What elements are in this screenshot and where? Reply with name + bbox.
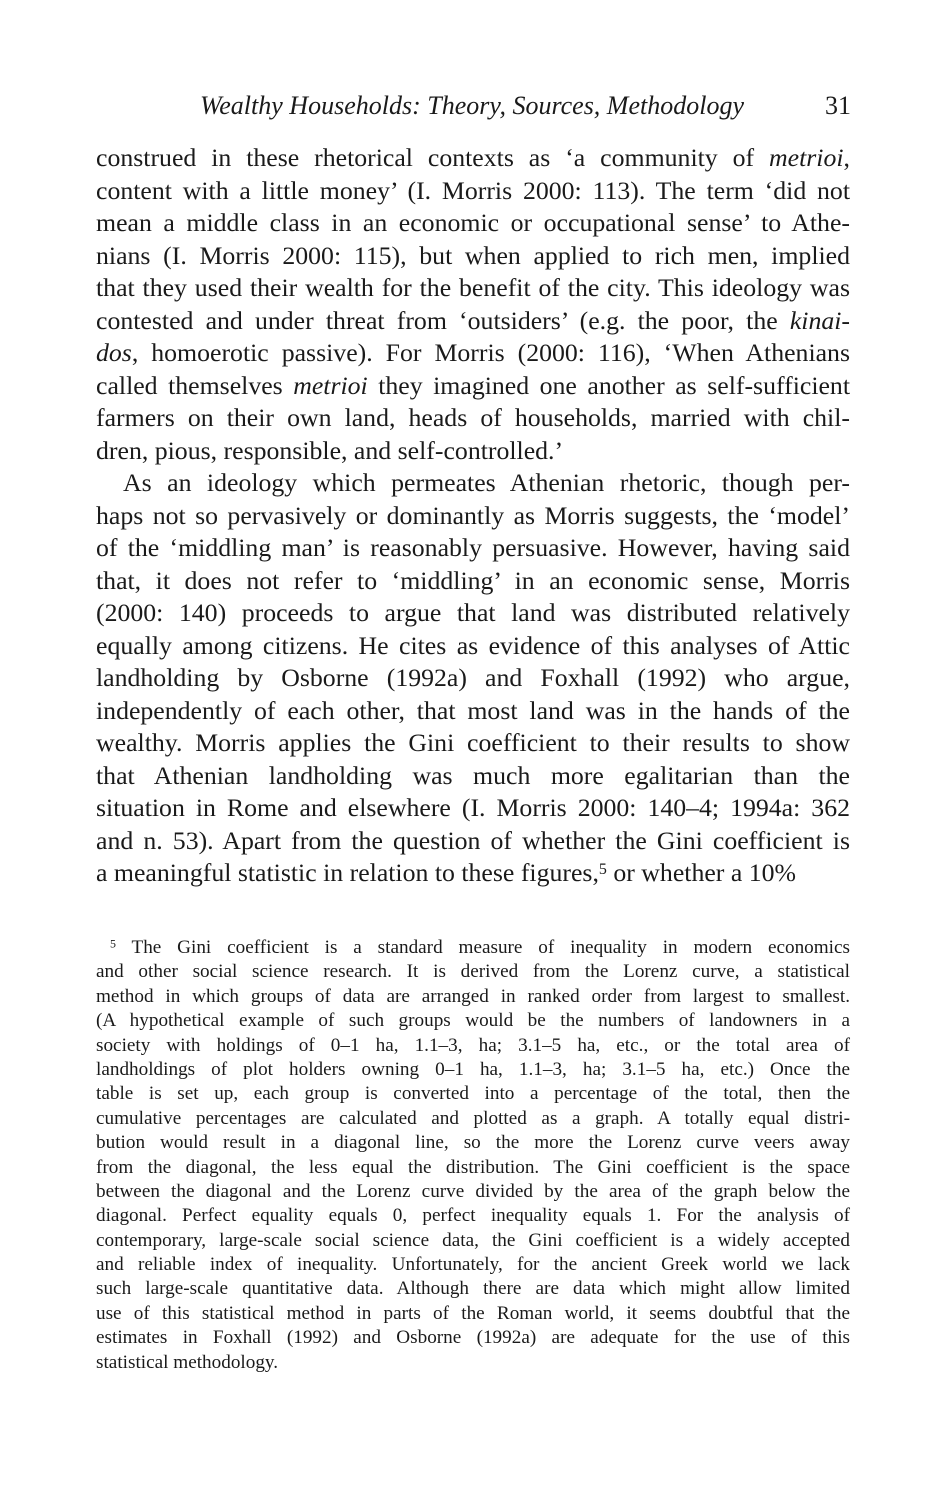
footnote-line: and other social science research. It is derived from the Lorenz curve, a statistical <box>96 961 850 983</box>
footnote-line: landholdings of plot holders owning 0–1 ha, 1.1–3, ha; 3.1–5 ha, etc.) Once the <box>96 1058 850 1080</box>
page-number: 31 <box>825 91 851 120</box>
body-line: that they used their wealth for the benefit of the city. This ideology was <box>96 273 850 302</box>
body-line: wealthy. Morris applies the Gini coefficient to their results to show <box>96 728 850 757</box>
footnote-line: estimates in Foxhall (1992) and Osborne (1992a) are adequate for the use of this <box>96 1327 850 1349</box>
body-line: dren, pious, responsible, and self-controlled.’ <box>96 435 564 465</box>
footnote-line: table is set up, each group is converted into a percentage of the total, then the <box>96 1083 850 1105</box>
body-line: haps not so pervasively or dominantly as Morris suggests, the ‘model’ <box>96 500 850 530</box>
body-line: that, it does not refer to ‘middling’ in an economic sense, Morris <box>96 565 850 595</box>
body-line: equally among citizens. He cites as evidence of this analyses of Attic <box>96 630 850 660</box>
body-line: As an ideology which permeates Athenian rhetoric, though per- <box>123 468 850 497</box>
body-line: independently of each other, that most land was in the hands of the <box>96 695 850 725</box>
body-text <box>96 142 850 890</box>
body-line: landholding by Osborne (1992a) and Foxhall (1992) who argue, <box>96 663 850 692</box>
footnote-line: bution would result in a diagonal line, so the more the Lorenz curve veers away <box>96 1132 850 1154</box>
footnote-line: from the diagonal, the less equal the distribution. The Gini coefficient is the space <box>96 1156 850 1178</box>
body-line: mean a middle class in an economic or occupational sense’ to Athe- <box>96 208 850 237</box>
footnote-ref: 5 <box>598 860 607 878</box>
body-line: contested and under threat from ‘outsiders’ (e.g. the poor, the kinai- <box>96 305 850 335</box>
body-line: construed in these rhetorical contexts as ‘a community of metrioi, <box>96 143 850 172</box>
footnote-line: statistical methodology. <box>96 1351 279 1373</box>
running-title: Wealthy Households: Theory, Sources, Methodology <box>200 91 744 120</box>
footnote-line: (A hypothetical example of such groups would be the numbers of landowners in a <box>96 1010 850 1032</box>
footnote-line: such large-scale quantitative data. Although there are data which might allow limited <box>96 1278 850 1300</box>
footnote-line: diagonal. Perfect equality equals 0, perfect inequality equals 1. For the analysis of <box>96 1205 850 1227</box>
running-header <box>96 88 851 124</box>
footnote-line: society with holdings of 0–1 ha, 1.1–3, ha; 3.1–5 ha, etc., or the total area of <box>96 1034 850 1056</box>
body-line: content with a little money’ (I. Morris 2000: 113). The term ‘did not <box>96 175 850 205</box>
footnote-line: use of this statistical method in parts of the Roman world, it seems doubtful that the <box>96 1302 850 1324</box>
body-line: dos, homoerotic passive). For Morris (2000: 116), ‘When Athenians <box>96 338 850 367</box>
footnote-line: method in which groups of data are arranged in ranked order from largest to smallest. <box>96 985 850 1007</box>
footnote-line: and reliable index of inequality. Unfortunately, for the ancient Greek world we lack <box>96 1254 850 1276</box>
footnote-line: contemporary, large-scale social science data, the Gini coefficient is a widely accepted <box>96 1229 850 1251</box>
footnote-5 <box>96 936 850 1375</box>
body-line: situation in Rome and elsewhere (I. Morris 2000: 140–4; 1994a: 362 <box>96 793 850 822</box>
footnote-line: $^5$ The Gini coefficient is a standard measure of inequality in modern economics <box>110 936 850 958</box>
body-line: a meaningful statistic in relation to these figures,$^5$ or whether a 10% <box>96 858 797 887</box>
body-line: called themselves metrioi they imagined one another as self-sufficient <box>96 370 850 400</box>
body-line: of the ‘middling man’ is reasonably persuasive. However, having said <box>96 533 850 562</box>
body-line: (2000: 140) proceeds to argue that land was distributed relatively <box>96 598 850 627</box>
footnote-marker: 5 <box>110 936 116 951</box>
footnote-line: between the diagonal and the Lorenz curve divided by the area of the graph below the <box>96 1180 850 1202</box>
body-line: that Athenian landholding was much more egalitarian than the <box>96 760 850 790</box>
body-line: farmers on their own land, heads of households, married with chil- <box>96 403 850 432</box>
body-line: and n. 53). Apart from the question of whether the Gini coefficient is <box>96 825 850 855</box>
footnote-line: cumulative percentages are calculated and plotted as a graph. A totally equal distri- <box>96 1107 850 1129</box>
body-line: nians (I. Morris 2000: 115), but when applied to rich men, implied <box>96 240 850 270</box>
